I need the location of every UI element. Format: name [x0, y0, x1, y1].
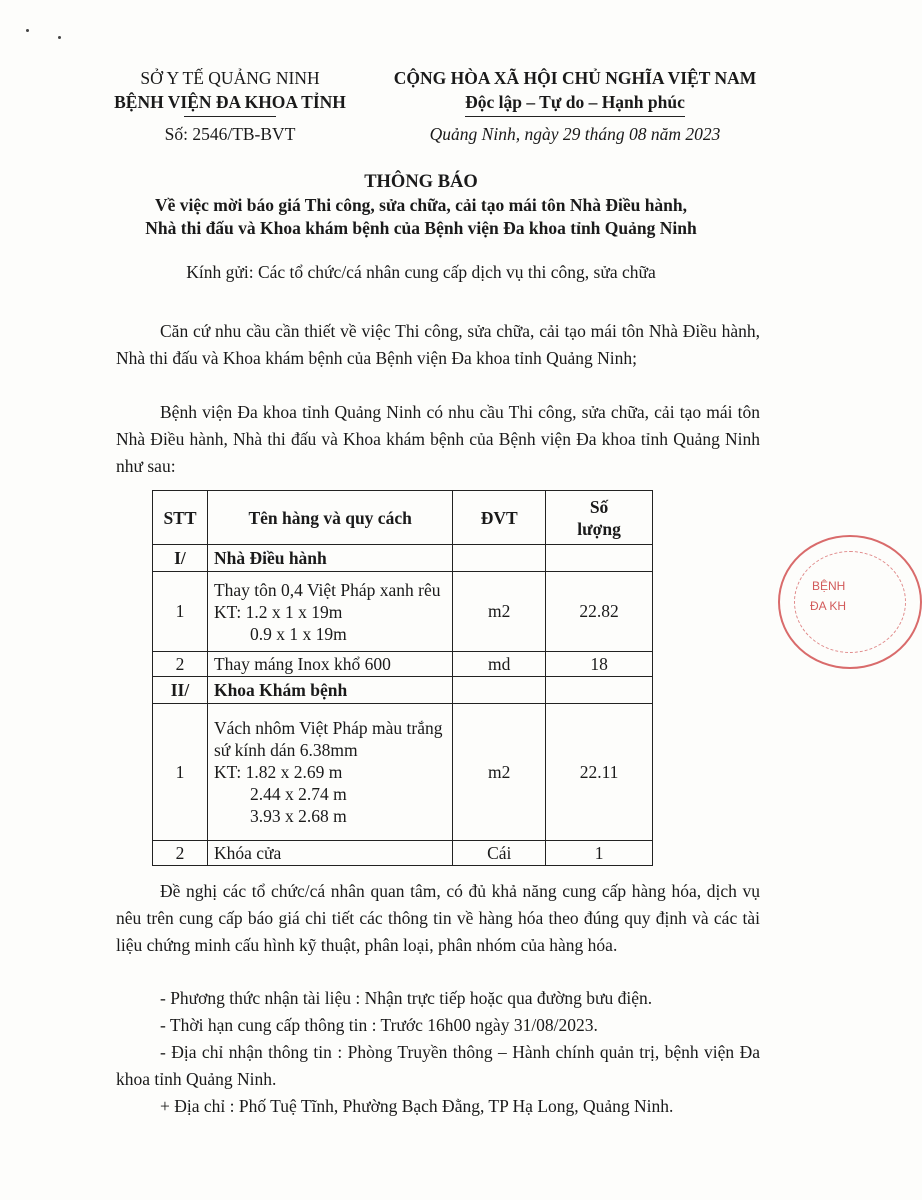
header-qty [546, 491, 653, 545]
greeting: Kính gửi: Các tổ chức/cá nhân cung cấp dịch vụ thi công, sửa chữa [186, 262, 656, 282]
red-seal-stamp [778, 535, 922, 669]
table-header-row [153, 491, 653, 545]
header-qty-line1: Số [589, 496, 609, 517]
header-stt: STT [153, 491, 208, 545]
row-line: Thay tôn 0,4 Việt Pháp xanh rêu [213, 579, 441, 600]
row-line: 3.93 x 2.68 m [249, 806, 347, 826]
row-qty: 1 [546, 841, 653, 866]
row-unit: md [453, 652, 546, 677]
row-unit: Cái [453, 841, 546, 866]
goods-table [152, 490, 653, 866]
row-line: sứ kính dán 6.38mm [213, 740, 358, 760]
paragraph-basis: Căn cứ nhu cầu cần thiết về việc Thi công, sửa chữa, cải tạo mái tôn Nhà Điều hành, Nhà thi đấu và Khoa khám bệnh của Bệnh viện Đa khoa tỉnh Quảng Ninh; [116, 321, 760, 368]
document-number: Số: 2546/TB-BVT [164, 124, 296, 144]
document-subtitle [60, 194, 782, 240]
row-description: Thay máng Inox khổ 600 [207, 652, 452, 677]
item-deadline: - Thời hạn cung cấp thông tin : Trước 16h00 ngày 31/08/2023. [160, 1015, 598, 1035]
row-description [207, 704, 452, 841]
paragraph-request: Đề nghị các tổ chức/cá nhân quan tâm, có đủ khả năng cung cấp hàng hóa, dịch vụ nêu trên cung cấp báo giá chi tiết các thông tin về hàng hóa theo đúng quy định và các tài liệu chứng minh cấu hình kỹ thuật, phân loại, phân nhóm của hàng hóa. [116, 881, 760, 955]
section-row [153, 545, 653, 572]
stamp-text: ĐA KH [810, 599, 847, 613]
row-line: 0.9 x 1 x 19m [249, 623, 347, 644]
row-qty: 18 [546, 652, 653, 677]
header-unit: ĐVT [453, 491, 546, 545]
stamp-text: BỆNH [812, 579, 846, 593]
row-line: 2.44 x 2.74 m [249, 784, 347, 804]
row-unit: m2 [453, 572, 546, 652]
row-stt: 1 [153, 572, 208, 652]
section-stt: I/ [153, 545, 208, 572]
document-date: Quảng Ninh, ngày 29 tháng 08 năm 2023 [429, 124, 721, 144]
table-row [153, 841, 653, 866]
row-line: KT: 1.82 x 2.69 m [213, 762, 343, 782]
table-row [153, 652, 653, 677]
item-address: + Địa chỉ : Phố Tuệ Tĩnh, Phường Bạch Đằng, TP Hạ Long, Quảng Ninh. [160, 1096, 674, 1116]
subtitle-line-1: Về việc mời báo giá Thi công, sửa chữa, cải tạo mái tôn Nhà Điều hành, [154, 195, 688, 215]
paragraph-need: Bệnh viện Đa khoa tỉnh Quảng Ninh có nhu cầu Thi công, sửa chữa, cải tạo mái tôn Nhà Điều hành, Nhà thi đấu và Khoa khám bệnh của Bệnh viện Đa khoa tỉnh Quảng Ninh như sau: [116, 402, 760, 476]
table-row [153, 572, 653, 652]
national-motto-block [350, 66, 800, 114]
scan-speck [58, 36, 61, 39]
document-title: THÔNG BÁO [364, 172, 478, 192]
scan-speck [26, 29, 29, 32]
hospital-name: BỆNH VIỆN ĐA KHOA TỈNH [114, 92, 346, 112]
section-row [153, 677, 653, 704]
row-stt: 2 [153, 652, 208, 677]
row-stt: 1 [153, 704, 208, 841]
row-description [207, 572, 452, 652]
subtitle-line-2: Nhà thi đấu và Khoa khám bệnh của Bệnh viện Đa khoa tỉnh Quảng Ninh [145, 218, 697, 238]
header-name: Tên hàng và quy cách [207, 491, 452, 545]
section-name: Nhà Điều hành [207, 545, 452, 572]
ministry-name: SỞ Y TẾ QUẢNG NINH [140, 68, 320, 88]
row-unit: m2 [453, 704, 546, 841]
row-stt: 2 [153, 841, 208, 866]
row-line: Vách nhôm Việt Pháp màu trắng [213, 718, 443, 738]
item-method: - Phương thức nhận tài liệu : Nhận trực tiếp hoặc qua đường bưu điện. [160, 988, 653, 1008]
item-receiving-address: - Địa chỉ nhận thông tin : Phòng Truyền thông – Hành chính quản trị, bệnh viện Đa khoa tỉnh Quảng Ninh. [116, 1042, 760, 1089]
header-qty-line2: lượng [577, 518, 621, 539]
country-name: CỘNG HÒA XÃ HỘI CHỦ NGHĨA VIỆT NAM [393, 68, 757, 88]
row-qty: 22.11 [546, 704, 653, 841]
section-stt: II/ [153, 677, 208, 704]
issuer-block [80, 66, 380, 114]
row-description: Khóa cửa [207, 841, 452, 866]
row-qty: 22.82 [546, 572, 653, 652]
table-row [153, 704, 653, 841]
motto: Độc lập – Tự do – Hạnh phúc [465, 92, 685, 112]
section-name: Khoa Khám bệnh [207, 677, 452, 704]
row-line: KT: 1.2 x 1 x 19m [213, 601, 343, 622]
